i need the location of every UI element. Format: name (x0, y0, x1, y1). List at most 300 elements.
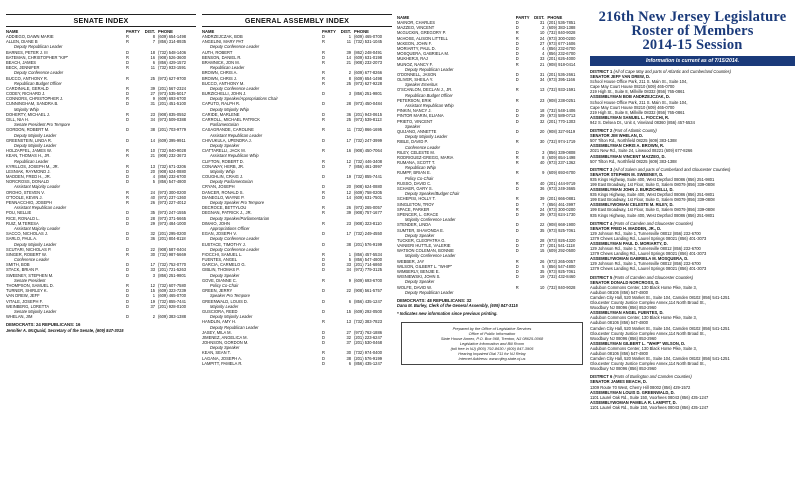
member-phone: (732) 974-1719 (547, 139, 576, 145)
member-name: VAINIERI HUTTLE, VALERIE (397, 243, 451, 249)
member-party: D (126, 303, 129, 309)
member-party: R (126, 194, 129, 200)
member-title-text: Deputy Conference Leader (14, 70, 64, 76)
member-party: D (126, 262, 129, 268)
member-name: BUCCO, ANTHONY R. (6, 75, 49, 81)
member-row (202, 361, 392, 366)
member-name: BUCCO, ANTHONY M. (202, 80, 245, 86)
header-phone: PHONE (158, 28, 173, 34)
member-name: DEGNAN, PATRICK J., JR. (202, 210, 252, 216)
member-party: R (322, 117, 325, 122)
member-title-text: Deputy Conference Leader (210, 236, 260, 242)
member-title (397, 290, 585, 295)
member-party: D (126, 231, 129, 237)
member-party: R (515, 258, 519, 264)
header-dist: DIST. (340, 28, 351, 34)
member-party: D (322, 360, 325, 366)
member-party: D (126, 127, 129, 133)
office-address: 129 Johnson Rd., Suite 1, Turnersville 08012 (856) 232-6700 (590, 261, 701, 267)
senate-totals (6, 322, 196, 333)
member-district: 31 (539, 71, 545, 77)
member-district: 19 (346, 174, 351, 180)
member-district: 27 (539, 40, 545, 46)
member-phone: (609) 654-1498 (354, 75, 382, 81)
assembly-totals (397, 298, 585, 309)
member-party: D (322, 308, 325, 314)
member-party: D (515, 56, 519, 62)
member-name: ANDRZEJCZAK, BOB (202, 34, 243, 39)
member-phone: (973) 539-8113 (354, 117, 382, 122)
member-party: R (515, 35, 519, 41)
member-party: D (515, 108, 519, 114)
member-party: R (515, 61, 519, 67)
header-phone: PHONE (547, 14, 563, 20)
member-phone: (908) 668-1900 (547, 222, 576, 228)
member-title-text: Assistant Republican Whip (405, 103, 454, 108)
legislator-name: ASSEMBLYMAN GILBERT L. "WHIP" WILSON, D. (590, 340, 686, 346)
member-name: GREENWALD, LOUIS D. (202, 298, 249, 304)
member-title-text: Deputy Speaker Pro Tempore (210, 200, 265, 205)
member-district: 38 (346, 241, 351, 247)
member-phone: (732) 933-1591 (158, 65, 186, 71)
member-district: 9 (542, 170, 545, 176)
member-party: D (322, 241, 325, 247)
member-phone: (609) 395-9911 (158, 137, 186, 143)
member-phone: (201) 295-0200 (158, 231, 186, 237)
member-name: DOHERTY, MICHAEL J. (6, 111, 51, 117)
member-title-text: Policy Co-Chair (210, 283, 239, 288)
member-phone: (609) 323-7239 (158, 288, 186, 294)
member-district: 8 (348, 75, 351, 81)
district-number: DISTRICT 3 (590, 166, 613, 172)
member-district: 24 (539, 35, 545, 41)
member-district: 36 (346, 111, 351, 117)
member-phone: (201) 770-1303 (547, 118, 576, 124)
member-party: R (515, 139, 519, 145)
member-name: WISNIEWSKI, JOHN S. (397, 274, 441, 280)
member-title-text: Deputy Majority Leader (14, 241, 57, 247)
member-phone: (732) 249-4550 (354, 231, 382, 237)
member-name: PETERSON, ERIK (397, 97, 432, 103)
member-party: D (126, 246, 129, 252)
member-phone: (908) 561-5757 (354, 288, 382, 294)
member-name: CASAGRANDE, CAROLINE (202, 127, 254, 133)
member-name: RUMPF, BRIAN E. (397, 170, 431, 176)
member-title-text: Speaker Pro Tempore (210, 293, 250, 299)
office-address: Camden City Hall, 520 Market St., Suite 104, Camden 08102 (856) 541-1251 (590, 325, 730, 331)
office-address: School House Office Park, 211 S. Main St., Suite 104, (590, 99, 688, 105)
member-party: D (126, 49, 129, 55)
member-district: 19 (150, 298, 155, 304)
member-title-text: Deputy Parliamentarian (210, 179, 253, 185)
member-party: R (126, 251, 129, 257)
member-district: 21 (150, 153, 155, 159)
member-district: 33 (150, 267, 155, 273)
legislator-name: ASSEMBLYMAN CHRIS A. BROWN, R. (590, 143, 665, 149)
member-phone: (201) 576-9199 (354, 241, 382, 247)
member-district: 14 (346, 194, 351, 200)
member-title-text: Speaker Emeritus (405, 82, 438, 88)
assembly-index-continued (397, 14, 585, 365)
member-name: SPENCER, L. GRACE (397, 211, 439, 217)
member-party: R (322, 210, 325, 216)
member-phone: (609) 465-0700 (158, 293, 186, 299)
member-phone: (732) 607-7580 (158, 283, 186, 288)
member-name: DIMAIO, JOHN (202, 220, 230, 226)
member-title-text: Deputy Speaker (210, 345, 240, 351)
office-address: 1379 Chews Landing Rd., Laurel Springs 08021 (856) 401-3073 (590, 235, 707, 241)
district-area: (Parts of Camden and Gloucester Counties) (613, 274, 694, 280)
member-party: D (515, 71, 519, 77)
office-address: Woodbury NJ 08096 (856) 853-2960 (590, 335, 657, 341)
member-name: TUCKER, CLEOPATRA G. (397, 237, 446, 243)
member-name: SINGER, ROBERT W. (6, 251, 47, 257)
member-party: D (515, 20, 519, 25)
header-name: NAME (6, 28, 19, 34)
member-title-text: Deputy Speaker (405, 232, 435, 238)
member-name: CODEY, RICHARD J. (6, 91, 46, 97)
member-district: 28 (539, 237, 545, 243)
member-district: 18 (539, 108, 545, 114)
member-title-text: Conference Leader (405, 144, 441, 150)
member-district: 1 (348, 251, 351, 257)
member-title-text: Deputy Republican Leader (405, 289, 454, 295)
member-phone: (609) 654-1498 (547, 154, 576, 160)
member-district: 1 (152, 293, 155, 299)
member-name: O'SCANLON, DECLAN J., JR. (397, 87, 453, 93)
member-district: 17 (150, 262, 155, 268)
member-name: RUSSO, DAVID C. (397, 180, 432, 186)
member-name: WILSON, GILBERT L. "WHIP" (397, 263, 453, 269)
member-phone: (732) 840-9028 (158, 148, 186, 154)
member-phone: (732) 446-3408 (354, 158, 382, 164)
member-party: R (126, 54, 129, 60)
member-name: KEAN, THOMAS H., JR. (6, 153, 51, 159)
member-name: BATEMAN, CHRISTOPHER "KIP" (6, 54, 69, 60)
legislator-name: ASSEMBLYWOMAN GABRIELA M. MOSQUERA, D. (590, 256, 689, 262)
member-party: D (126, 179, 129, 185)
member-title-text: Deputy Majority Whip (210, 106, 249, 112)
member-district: 3 (152, 272, 155, 278)
member-name: WHELAN, JIM (6, 314, 33, 320)
member-district: 3 (542, 149, 545, 155)
member-district: 11 (346, 39, 351, 45)
member-party: D (126, 101, 129, 107)
office-address: 507 Tilton Rd., Northfield 08225 (609) 383-1388 (590, 158, 677, 164)
member-district: 32 (150, 231, 155, 237)
member-name: THOMPSON, SAMUEL D. (6, 283, 54, 288)
member-party: R (322, 80, 325, 86)
member-phone: (973) 450-0484 (354, 101, 382, 107)
office-address: Gloucester County Justice Complex Annex,114 North Broad St., (590, 300, 706, 306)
member-party: R (126, 111, 129, 117)
office-address: 1101 Laurel Oak Rd., Suite 150, Voorhees 08043 (856) 435-1247 (590, 394, 709, 400)
header-phone: PHONE (354, 28, 369, 34)
member-district: 37 (150, 303, 155, 309)
member-name: AUTH, ROBERT (202, 49, 233, 55)
member-name: LAMPITT, PAMELA R. (202, 360, 243, 366)
member-phone: (856) 251-9801 (158, 272, 186, 278)
member-name: O'TOOLE, KEVIN J. (6, 194, 43, 200)
member-party: D (515, 269, 519, 274)
member-phone: (732) 933-1591 (547, 87, 576, 93)
member-title-text: Republican Budget Officer (405, 92, 453, 98)
member-name: MADDEN, FRED H., JR. (6, 174, 51, 180)
office-address: 1379 Chews Landing Rd., Laurel Springs 08021 (856) 401-3073 (590, 251, 707, 257)
member-district: 21 (346, 59, 351, 65)
member-phone: (973) 237-1362 (547, 160, 576, 166)
member-name: KYRILLOS, JOSEPH M., JR. (6, 163, 59, 169)
senate-list (6, 34, 196, 319)
member-phone: (856) 251-9801 (354, 91, 382, 97)
member-name: ANGELINI, MARY PAT (202, 39, 244, 45)
member-phone: (908) 587-0404 (158, 246, 186, 252)
member-party: D (515, 248, 519, 254)
member-phone: (973) 624-1730 (547, 211, 576, 217)
member-district: 26 (539, 258, 545, 264)
member-name: SARLO, PAUL A. (6, 236, 38, 242)
member-name: GOVE, DIANNE C. (202, 277, 237, 283)
member-title-text: Deputy Majority Leader (405, 134, 448, 140)
member-phone: (201) 626-4000 (547, 56, 576, 62)
legislator-name: ASSEMBLYMAN SAMUEL L. FIOCCHI, R. (590, 114, 670, 120)
member-party: D (126, 168, 129, 174)
member-name: FIOCCHI, SAMUEL L. (202, 251, 243, 257)
member-party: R (126, 189, 129, 195)
member-district: 28 (346, 101, 351, 107)
footer-line: Hearing Impaired Dial 711 for NJ Relay (458, 350, 526, 356)
member-party: D (322, 163, 325, 169)
member-party: D (126, 293, 129, 299)
member-title-text: Assistant Republican Whip (210, 153, 259, 159)
member-phone: (609) 383-1388 (547, 25, 576, 31)
office-address: 2021 New Rd., Suite 24, Linwood 08221 (609) 677-8266 (590, 148, 693, 154)
member-district: 9 (152, 96, 155, 102)
member-party: R (126, 34, 129, 39)
member-title-text: Deputy Speaker/Budget Chair (405, 191, 460, 197)
member-name: SACCO, NICHOLAS J. (6, 231, 49, 237)
member-phone: (732) 548-1406 (158, 49, 186, 55)
member-district: 7 (152, 39, 155, 45)
member-party: R (515, 206, 519, 212)
member-phone: (201) 223-6247 (354, 334, 382, 340)
member-name: MOSQUERA, GABRIELA M. (397, 51, 450, 57)
member-phone: (862) 248-0491 (354, 49, 382, 55)
member-district: 30 (539, 139, 545, 145)
member-party: D (322, 334, 325, 340)
member-phone: (732) 855-7441 (354, 174, 382, 180)
member-phone: (973) 925-7061 (547, 269, 576, 274)
member-name: KEAN, SEAN T. (202, 350, 231, 356)
member-name: CARROLL, MICHAEL PATRICK (202, 117, 260, 122)
member-name: CUNNINGHAM, SANDRA B. (6, 101, 59, 107)
member-title-text: Majority Leader (210, 303, 239, 309)
member-party: D (515, 113, 519, 119)
member-phone: (973) 300-0200 (158, 189, 186, 195)
footer-line: Legislative Information and Bill Room (459, 340, 525, 346)
member-phone: (973) 509-0388 (158, 117, 186, 122)
office-address: 1101 Laurel Oak Rd., Suite 150, Voorhees 08043 (856) 435-1247 (590, 404, 709, 410)
member-title-text: Appropriations Officer (210, 225, 250, 231)
member-party: D (322, 355, 325, 361)
assembly-index-title: GENERAL ASSEMBLY INDEX (202, 14, 392, 27)
member-district: 4 (542, 45, 545, 51)
member-district: 12 (346, 189, 351, 195)
legislator-name: SENATOR JAMES BEACH, D. (590, 379, 647, 385)
member-title-text: Deputy Speaker (405, 279, 435, 285)
member-phone: (609) 693-6700 (158, 96, 186, 102)
member-party: R (126, 85, 129, 91)
legislator-name: SENATOR JIM WHELAN, D. (590, 133, 644, 139)
member-party: R (515, 154, 519, 160)
member-district: 27 (346, 329, 351, 335)
member-party: D (322, 267, 325, 273)
member-phone: (973) 395-1166 (547, 77, 576, 83)
district-block (590, 69, 795, 125)
office-address: 507 Tilton Rd., Northfield 08225 (609) 383-1388 (590, 138, 677, 144)
member-phone: (973) 300-0200 (547, 35, 576, 41)
member-phone: (732) 752-0770 (158, 262, 186, 268)
member-district: 20 (150, 168, 155, 174)
legislator-name: SENATOR DONALD NORCROSS, D. (590, 279, 660, 285)
legislator-name: ASSEMBLYMAN VINCENT MAZZEO, D. (590, 153, 666, 159)
district-area: (Parts of Burlington and Camden Counties) (613, 374, 692, 380)
member-district: 11 (346, 127, 351, 133)
legislator-name: ASSEMBLYMAN ANGEL FUENTES, D. (590, 310, 664, 316)
member-party: R (322, 251, 325, 257)
member-title-text: Deputy Speaker (210, 272, 240, 278)
member-phone: (908) 327-9119 (547, 128, 576, 134)
member-district: 35 (539, 227, 545, 233)
member-district: 14 (346, 54, 351, 60)
member-district: 24 (539, 206, 545, 212)
member-district: 7 (348, 163, 351, 169)
member-party: D (126, 236, 129, 242)
member-party: D (515, 274, 519, 280)
member-district: 5 (152, 179, 155, 185)
footer-line: Prepared by the Office of Legislative Services (452, 325, 532, 331)
member-district: 3 (348, 91, 351, 97)
member-party: R (322, 189, 325, 195)
member-party: R (126, 163, 129, 169)
office-address: Audubon 08106 (856) 547-4800 (590, 289, 649, 295)
member-phone: (201) 943-0615 (354, 111, 382, 117)
member-name: GUSCIORA, REED (202, 308, 238, 314)
member-party: D (515, 118, 519, 124)
office-address: Woodbury NJ 08096 (856) 853-2960 (590, 305, 657, 311)
member-phone: (732) 247-3999 (354, 137, 382, 143)
member-phone: (856) 339-0808 (547, 149, 576, 155)
member-party: D (126, 272, 129, 278)
member-district: 26 (150, 200, 155, 205)
member-party: D (322, 34, 325, 39)
member-phone: (973) 779-3125 (354, 267, 382, 273)
member-name: SUMTER, SHAVONDA E. (397, 227, 445, 233)
member-name: PINKIN, NANCY J. (397, 108, 432, 114)
district-block (590, 275, 795, 372)
member-title-text: Republican Leader (210, 65, 245, 71)
member-name: WEBBER, JAY (397, 258, 425, 264)
member-title-text: Parliamentarian (210, 122, 239, 128)
member-name: PINTOR MARIN, ELIANA (397, 113, 444, 119)
member-party: D (515, 237, 519, 243)
member-phone: (973) 237-1360 (158, 194, 186, 200)
title-line-1: 216th New Jersey Legislature (598, 9, 787, 25)
member-phone: (973) 589-0713 (547, 113, 576, 119)
member-name: EUSTACE, TIMOTHY J. (202, 241, 246, 247)
member-district: 18 (150, 49, 155, 55)
office-address: 199 East Broadway, 1st Floor, Suite G, Salem 08079 (856) 339-0808 (590, 197, 715, 203)
member-phone: (973) 627-9700 (158, 75, 186, 81)
member-party: R (515, 170, 519, 176)
office-address: 199 East Broadway, 1st Floor, Suite G, Salem 08079 (856) 339-0808 (590, 207, 715, 213)
member-party: D (322, 194, 325, 200)
member-name: HANDLIN, AMY H. (202, 319, 237, 325)
member-party: R (322, 59, 325, 65)
legislator-name: ASSEMBLYMAN JOHN J. BURZICHELLI, D. (590, 187, 674, 193)
member-district: 23 (539, 97, 545, 103)
member-party: D (515, 149, 519, 155)
member-district: 24 (150, 189, 155, 195)
member-district: 25 (346, 80, 351, 86)
member-name: CARIDE, MARLENE (202, 111, 240, 117)
member-district: 29 (150, 220, 155, 226)
member-name: MAINOR, CHARLES (397, 20, 435, 25)
member-name: RIBLE, DAVID P. (397, 139, 428, 145)
member-district: 15 (150, 288, 155, 294)
member-name: COUGHLIN, CRAIG J. (202, 174, 244, 180)
ols-contact-box (401, 322, 583, 365)
member-district: 39 (539, 196, 545, 202)
member-district: 25 (346, 117, 351, 122)
member-party: D (515, 128, 519, 134)
member-party: D (126, 298, 129, 304)
member-party: R (515, 97, 519, 103)
member-party: D (126, 91, 129, 97)
member-district: 16 (150, 54, 155, 60)
member-name: RODRIGUEZ-GREGG, MARIA (397, 154, 454, 160)
member-district: 33 (539, 56, 545, 62)
office-address: Cape May Court House 08210 (609) 465-0700 (590, 84, 675, 90)
member-name: BROWN, CHRIS A. (202, 70, 238, 76)
member-district: 38 (346, 355, 351, 361)
member-district: 11 (150, 65, 155, 71)
member-name: CAPUTO, RALPH R. (202, 101, 241, 107)
district-area: (Parts of Camden and Gloucester Counties) (613, 220, 694, 226)
member-phone: (856) 232-6700 (158, 174, 186, 180)
member-title-text: Assistant Republican Leader (210, 132, 263, 138)
member-phone: (201) 536-2661 (547, 71, 576, 77)
member-phone: (973) 371-5665 (158, 215, 186, 221)
member-name: MUNOZ, NANCY F. (397, 61, 433, 67)
member-phone: (856) 461-3997 (354, 163, 382, 169)
member-phone: (973) 677-1606 (547, 40, 576, 46)
member-phone: (856) 547-4800 (354, 257, 382, 263)
office-address: 219 High St., Suite 8, Millville 08332 (856) 765-0861 (590, 89, 685, 95)
member-name: VITALE, JOSEPH F. (6, 298, 43, 304)
member-party: R (322, 70, 325, 76)
member-phone: (732) 866-1695 (354, 127, 382, 133)
member-phone: (973) 265-0057 (547, 258, 576, 264)
member-party: D (322, 257, 325, 263)
office-address: Audubon Commons Center, 130 Black Horse Pike, Suite 3, (590, 284, 697, 290)
member-party: D (515, 25, 519, 31)
footer-line: (toll free in NJ) (800) 792-8630 / (609) 847-3905 (450, 345, 534, 351)
district-block (590, 374, 795, 410)
district-block (590, 167, 795, 218)
member-district: 21 (539, 61, 545, 67)
footer-line: Office of Public Information (468, 330, 516, 336)
